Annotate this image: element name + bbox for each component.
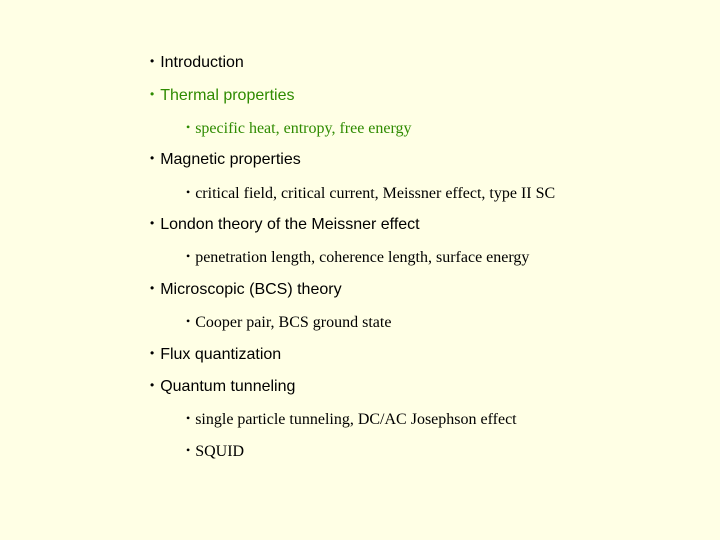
bullet-icon: • bbox=[186, 411, 191, 425]
outline-item-flux-quantization bbox=[150, 347, 281, 363]
outline-item-text: Quantum tunneling bbox=[160, 378, 296, 395]
bullet-icon: • bbox=[150, 346, 155, 360]
outline-subitem-tunneling bbox=[186, 412, 517, 428]
outline-item-text: Flux quantization bbox=[160, 346, 282, 363]
outline-item-text: single particle tunneling, DC/AC Josephson effect bbox=[195, 411, 517, 428]
outline-item-bcs-theory bbox=[150, 282, 342, 298]
outline-item-text: penetration length, coherence length, surface energy bbox=[195, 249, 530, 266]
bullet-icon: • bbox=[186, 314, 191, 328]
outline-item-text: Thermal properties bbox=[160, 87, 295, 104]
outline-item-text: Magnetic properties bbox=[160, 151, 301, 168]
bullet-icon: • bbox=[150, 87, 155, 101]
outline-item-text: critical field, critical current, Meissner effect, type II SC bbox=[195, 185, 556, 202]
bullet-icon: • bbox=[186, 185, 191, 199]
bullet-icon: • bbox=[186, 120, 191, 134]
outline-item-london-theory bbox=[150, 217, 420, 233]
outline-item-thermal-properties bbox=[150, 88, 294, 104]
bullet-icon: • bbox=[150, 151, 155, 165]
outline-subitem-thermal bbox=[186, 121, 412, 137]
outline-item-text: Microscopic (BCS) theory bbox=[160, 281, 342, 298]
outline-item-text: Cooper pair, BCS ground state bbox=[195, 314, 392, 331]
bullet-icon: • bbox=[150, 281, 155, 295]
bullet-icon: • bbox=[186, 249, 191, 263]
outline-item-quantum-tunneling bbox=[150, 379, 295, 395]
bullet-icon: • bbox=[150, 216, 155, 230]
outline-subitem-bcs bbox=[186, 315, 391, 331]
outline-item-introduction bbox=[150, 55, 244, 71]
outline-item-text: SQUID bbox=[195, 443, 245, 460]
outline-subitem-london bbox=[186, 250, 529, 266]
outline-item-text: Introduction bbox=[160, 54, 244, 71]
outline-item-text: specific heat, entropy, free energy bbox=[195, 120, 412, 137]
bullet-icon: • bbox=[150, 54, 155, 68]
outline-item-magnetic-properties bbox=[150, 152, 301, 168]
outline-item-text: London theory of the Meissner effect bbox=[160, 216, 420, 233]
outline-subitem-squid bbox=[186, 444, 244, 460]
bullet-icon: • bbox=[150, 378, 155, 392]
outline-subitem-magnetic bbox=[186, 186, 555, 202]
bullet-icon: • bbox=[186, 443, 191, 457]
